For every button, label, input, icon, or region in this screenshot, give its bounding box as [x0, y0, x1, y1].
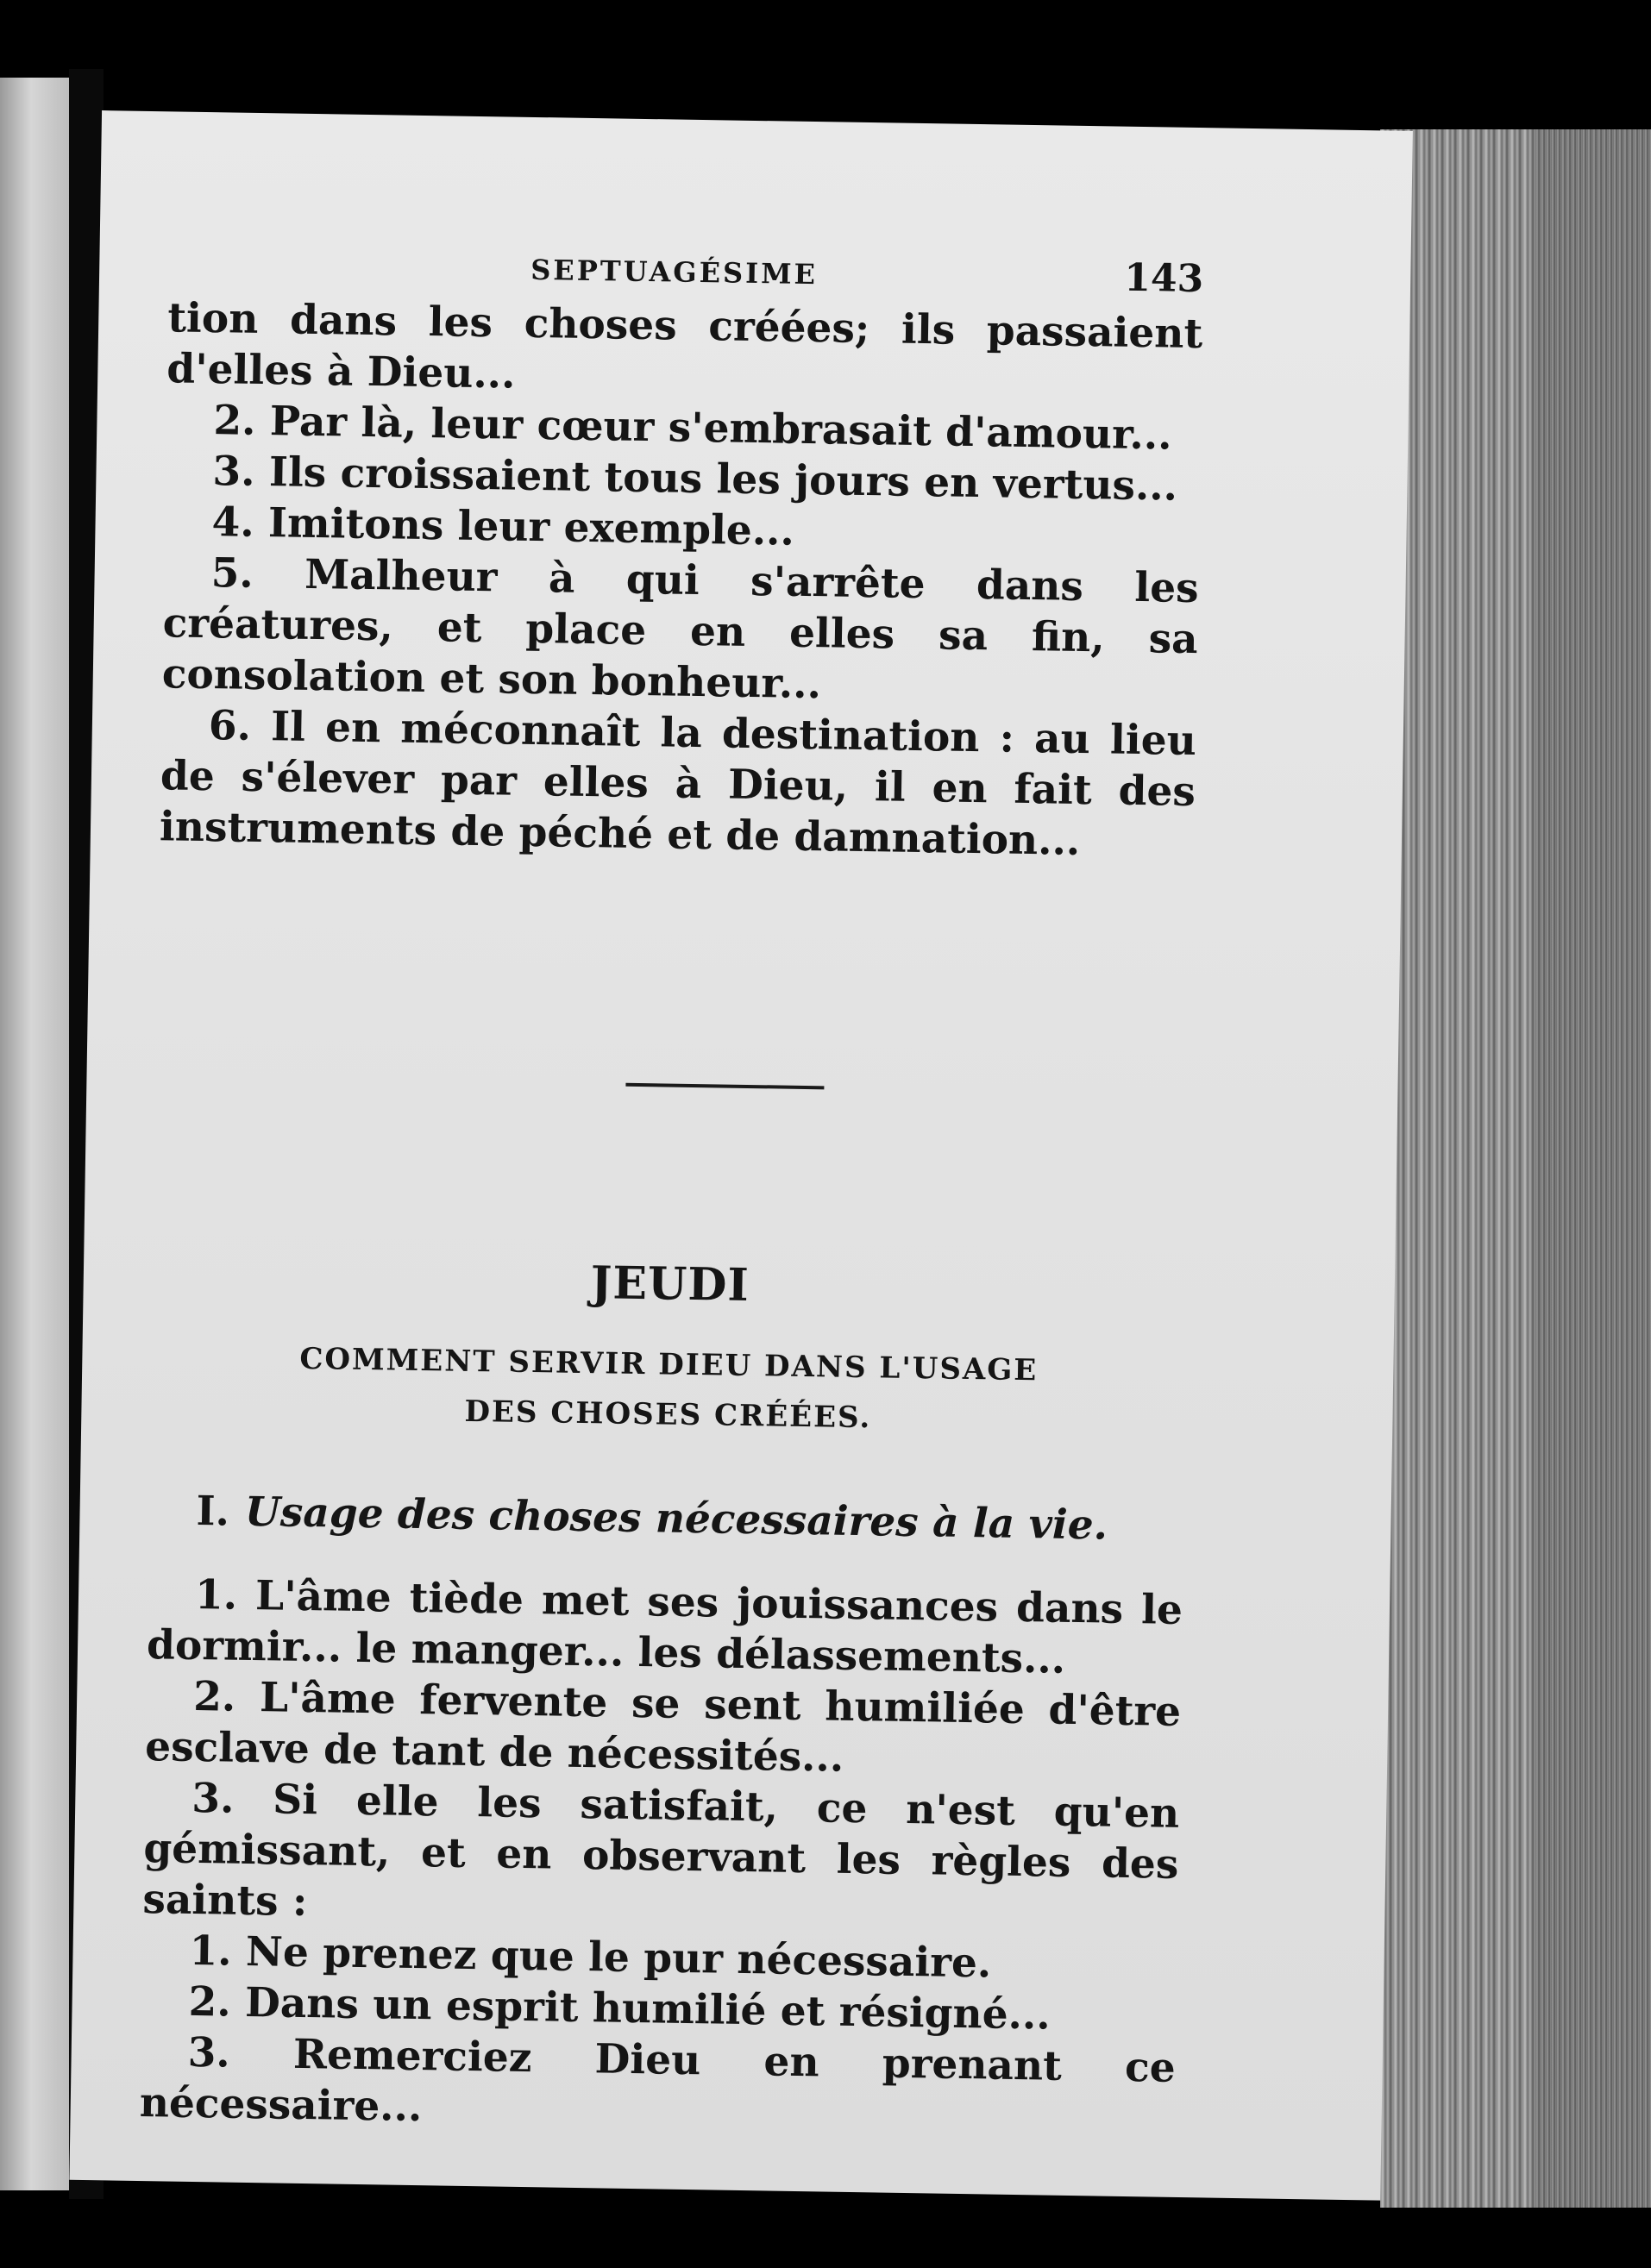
paragraph: 6. Il en méconnaît la destination : au lieu de s'élever par elles à Dieu, il en fait des instruments de péché et de damnation...	[159, 702, 1197, 865]
page-number: 143	[1123, 255, 1204, 302]
book-page	[69, 110, 1413, 2201]
paragraph: 5. Malheur à qui s'arrête dans les créatures, et place en elles sa fin, sa consolation et son bonheur...	[161, 549, 1199, 709]
scan-border-bottom	[0, 2208, 1651, 2268]
scan-border-top	[0, 0, 1651, 82]
paragraph: 2. Dans un esprit humilié et résigné...	[188, 1977, 1051, 2039]
section-title-text: Usage des choses nécessaires à la vie.	[244, 1488, 1108, 1550]
meditation-subheading	[150, 1331, 1187, 1448]
facing-page-edge	[0, 78, 69, 2190]
paragraph: tion dans les choses créées; ils passaient d'elles à Dieu...	[166, 294, 1203, 398]
day-heading: JEUDI	[590, 1256, 750, 1313]
section-number: I.	[196, 1487, 230, 1536]
paragraph: 4. Imitons leur exemple...	[211, 498, 795, 555]
paragraph: 2. Par là, leur cœur s'embrasait d'amour...	[213, 397, 1173, 460]
running-title: SEPTUAGÉSIME	[530, 253, 819, 291]
paragraph: 3. Ils croissaient tous les jours en vertus...	[212, 448, 1178, 511]
paragraph: 3. Si elle les satisfait, ce n'est qu'en gémissant, et en observant les règles des saints :	[142, 1774, 1180, 1927]
paragraph: 2. L'âme fervente se sent humiliée d'être esclave de tant de nécessités...	[144, 1672, 1182, 1782]
paragraph: 3. Remerciez Dieu en prenant ce nécessaire...	[139, 2028, 1177, 2132]
second-text-block	[139, 1569, 1183, 2145]
section-title	[148, 1487, 1184, 1551]
first-text-block	[160, 292, 1203, 868]
paragraph: 1. L'âme tiède met ses jouissances dans le dormir... le manger... les délassements...	[146, 1570, 1183, 1683]
page-edges-outer	[1535, 129, 1651, 2225]
page-content	[139, 241, 1204, 2132]
paragraph: 1. Ne prenez que le pur nécessaire.	[189, 1927, 992, 1988]
section-divider	[625, 1083, 824, 1090]
subheading-line-1: COMMENT SERVIR DIEU DANS L'USAGE	[299, 1341, 1039, 1388]
subheading-line-2: DES CHOSES CRÉÉES.	[464, 1394, 872, 1436]
